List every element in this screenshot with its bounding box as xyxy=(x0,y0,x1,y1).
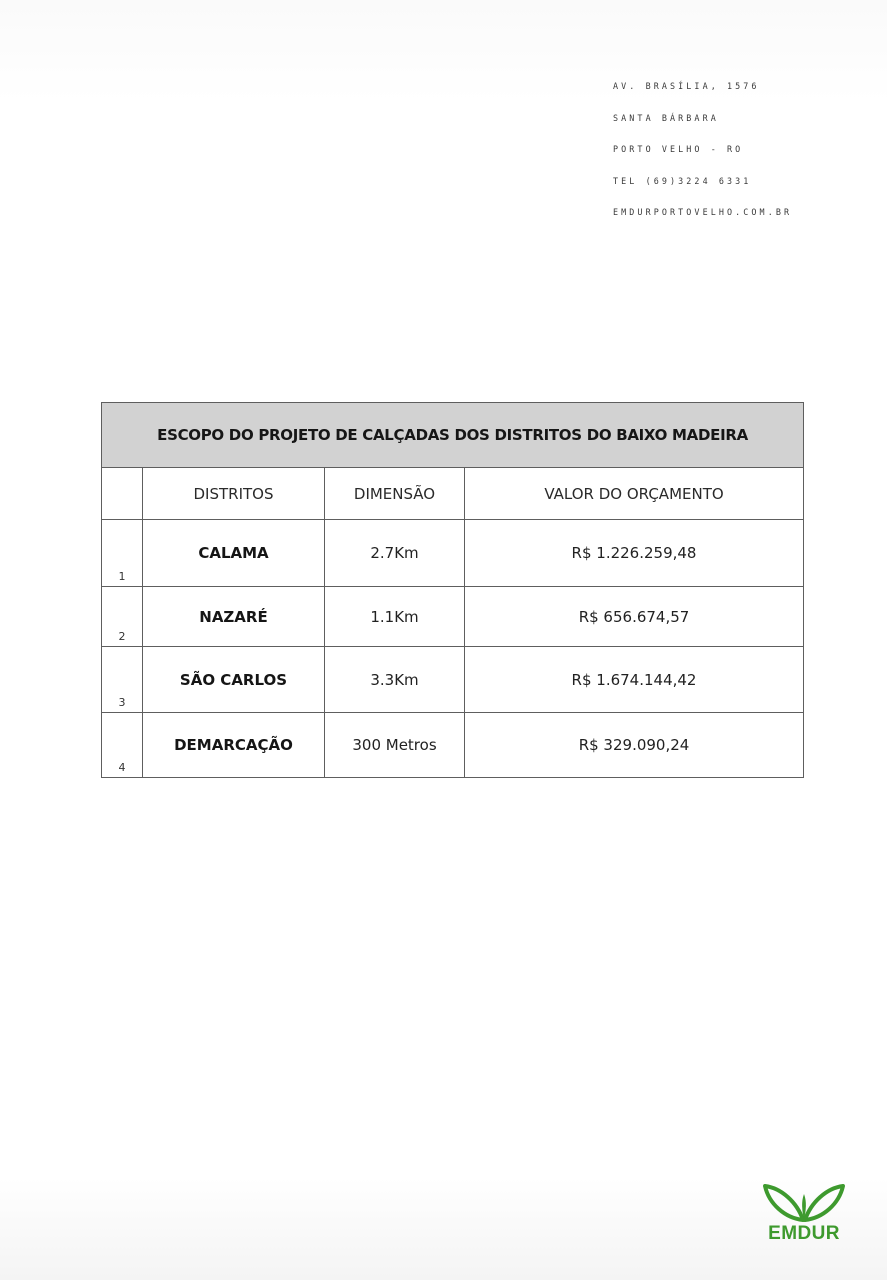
row-index: 3 xyxy=(102,647,143,713)
row-index: 2 xyxy=(102,587,143,647)
column-header-districts: DISTRITOS xyxy=(143,468,325,520)
district-budget: R$ 1.674.144,42 xyxy=(465,647,804,713)
district-budget: R$ 329.090,24 xyxy=(465,713,804,778)
district-name: CALAMA xyxy=(143,520,325,587)
table-title: ESCOPO DO PROJETO DE CALÇADAS DOS DISTRITOS DO BAIXO MADEIRA xyxy=(102,403,804,468)
table-title-row xyxy=(102,403,804,468)
district-dimension: 2.7Km xyxy=(325,520,465,587)
column-header-index xyxy=(102,468,143,520)
address-line-city: PORTO VELHO - RO xyxy=(613,144,744,154)
table-row xyxy=(102,587,804,647)
district-name: NAZARÉ xyxy=(143,587,325,647)
row-index: 4 xyxy=(102,713,143,778)
column-header-dimension: DIMENSÃO xyxy=(325,468,465,520)
district-dimension: 1.1Km xyxy=(325,587,465,647)
scope-table xyxy=(101,402,804,778)
table-row xyxy=(102,647,804,713)
district-budget: R$ 1.226.259,48 xyxy=(465,520,804,587)
district-name: SÃO CARLOS xyxy=(143,647,325,713)
emdur-logo xyxy=(763,1180,845,1246)
logo-text: EMDUR xyxy=(768,1223,840,1244)
district-name: DEMARCAÇÃO xyxy=(143,713,325,778)
table-row xyxy=(102,713,804,778)
district-dimension: 300 Metros xyxy=(325,713,465,778)
address-block xyxy=(613,60,792,239)
table-row xyxy=(102,520,804,587)
address-line-street: AV. BRASÍLIA, 1576 xyxy=(613,81,760,91)
address-line-phone: TEL (69)3224 6331 xyxy=(613,175,752,186)
row-index: 1 xyxy=(102,520,143,587)
district-budget: R$ 656.674,57 xyxy=(465,587,804,647)
district-dimension: 3.3Km xyxy=(325,647,465,713)
address-line-neighborhood: SANTA BÁRBARA xyxy=(613,112,719,123)
address-line-website: EMDURPORTOVELHO.COM.BR xyxy=(613,207,793,217)
column-header-budget: VALOR DO ORÇAMENTO xyxy=(465,468,804,520)
leaf-sprout-icon xyxy=(763,1180,845,1224)
table-header-row xyxy=(102,468,804,520)
